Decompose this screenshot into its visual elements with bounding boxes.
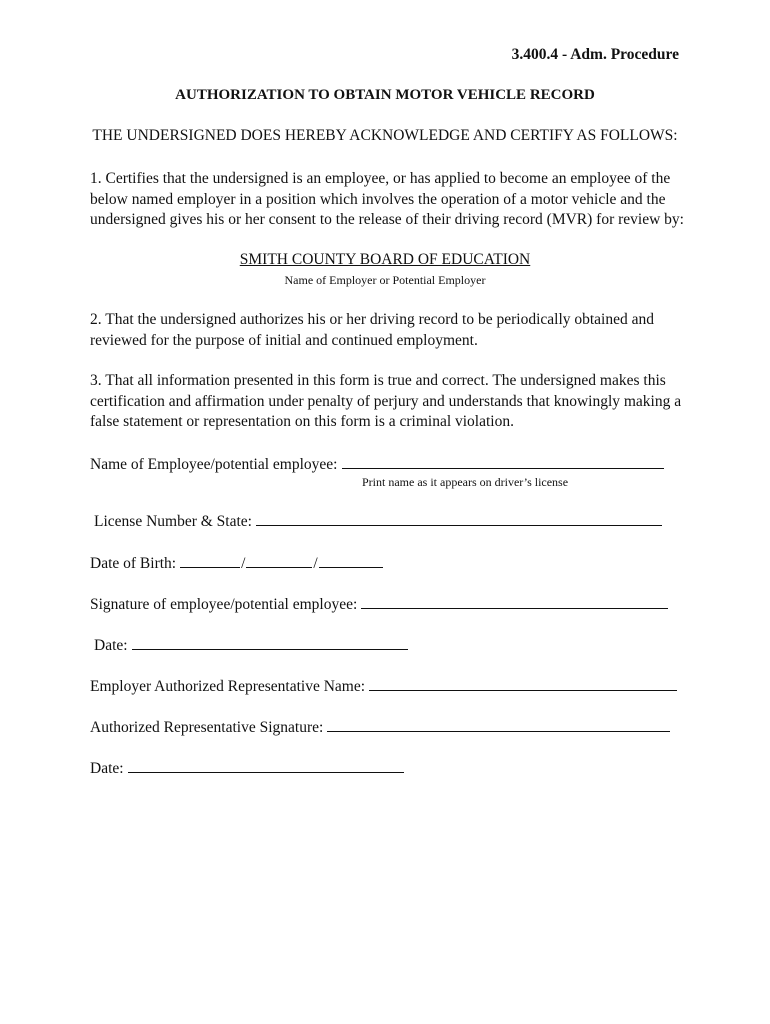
employee-signature-label: Signature of employee/potential employee: xyxy=(90,596,358,613)
employee-name-caption: Print name as it appears on driver’s license xyxy=(362,475,569,489)
employee-name-field[interactable] xyxy=(342,454,664,469)
employee-name-row xyxy=(90,454,664,474)
dob-year-field[interactable] xyxy=(319,553,383,568)
dob-row xyxy=(90,553,383,573)
employee-signature-row xyxy=(90,594,668,614)
paragraph-1: 1. Certifies that the undersigned is an employee, or has applied to become an employee of the below named employer in a position which involves the operation of a motor vehicle and the undersigned gives his or her consent to the release of their driving record (MVR) for review by: xyxy=(90,170,684,228)
dob-label: Date of Birth: xyxy=(90,555,177,572)
rep-signature-field[interactable] xyxy=(327,717,670,732)
rep-signature-row xyxy=(90,717,670,737)
date-field-2[interactable] xyxy=(128,758,404,773)
date-label-1: Date: xyxy=(94,637,128,654)
dob-day-field[interactable] xyxy=(246,553,312,568)
rep-name-row xyxy=(90,676,677,696)
date-row-2 xyxy=(90,758,404,778)
dob-month-field[interactable] xyxy=(180,553,240,568)
employer-name xyxy=(0,251,770,269)
paragraph-2: 2. That the undersigned authorizes his or her driving record to be periodically obtained and reviewed for the purpose of initial and continued employment. xyxy=(90,311,655,349)
rep-signature-label: Authorized Representative Signature: xyxy=(90,719,324,736)
date-row-1 xyxy=(94,635,408,655)
license-field[interactable] xyxy=(256,511,662,526)
license-row xyxy=(94,511,662,531)
employee-signature-field[interactable] xyxy=(361,594,668,609)
procedure-number: 3.400.4 - Adm. Procedure xyxy=(511,46,679,63)
rep-name-label: Employer Authorized Representative Name: xyxy=(90,678,366,695)
employee-name-label: Name of Employee/potential employee: xyxy=(90,456,338,473)
rep-name-field[interactable] xyxy=(369,676,677,691)
dob-separator-2: / xyxy=(313,555,318,572)
acknowledgement-heading: THE UNDERSIGNED DOES HEREBY ACKNOWLEDGE AND CERTIFY AS FOLLOWS: xyxy=(92,127,678,144)
license-label: License Number & State: xyxy=(94,513,252,530)
employer-name-text: SMITH COUNTY BOARD OF EDUCATION xyxy=(239,251,531,268)
paragraph-3: 3. That all information presented in this form is true and correct. The undersigned makes this certification and affirmation under penalty of perjury and understands that knowingly making a false statement or representation on this form is a criminal violation. xyxy=(90,372,682,430)
date-field-1[interactable] xyxy=(132,635,408,650)
document-title: AUTHORIZATION TO OBTAIN MOTOR VEHICLE RECORD xyxy=(175,87,595,103)
employer-caption: Name of Employer or Potential Employer xyxy=(284,273,486,287)
date-label-2: Date: xyxy=(90,760,124,777)
dob-separator-1: / xyxy=(241,555,246,572)
